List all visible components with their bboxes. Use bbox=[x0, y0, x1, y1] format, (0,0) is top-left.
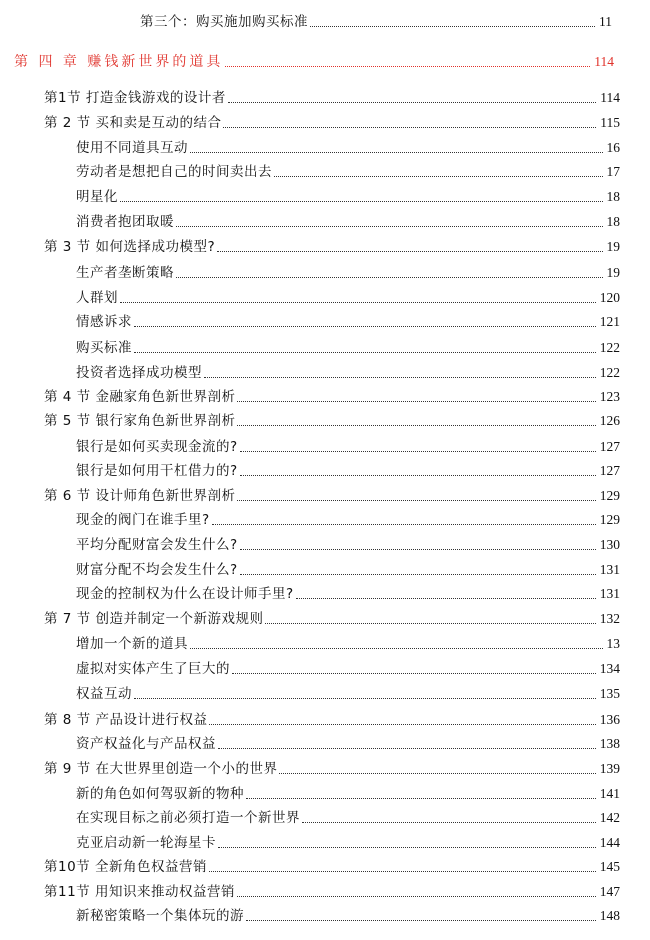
leader-dots bbox=[190, 152, 603, 153]
toc-page-number: 11 bbox=[599, 14, 612, 29]
leader-dots bbox=[190, 648, 603, 649]
toc-subsection[interactable] bbox=[76, 138, 620, 158]
toc-subsection[interactable] bbox=[76, 187, 620, 207]
subsection-page-number: 144 bbox=[599, 835, 620, 850]
subsection-title: 资产权益化与产品权益 bbox=[76, 736, 216, 752]
toc-subsection[interactable] bbox=[76, 734, 620, 754]
section-page-number: 19 bbox=[606, 239, 620, 254]
subsection-title: 银行是如何买卖现金流的? bbox=[76, 439, 238, 455]
subsection-title: 银行是如何用干杠借力的? bbox=[76, 463, 238, 479]
subsection-page-number: 18 bbox=[606, 189, 620, 204]
subsection-page-number: 127 bbox=[599, 463, 620, 478]
section-page-number: 123 bbox=[599, 389, 620, 404]
section-page-number: 114 bbox=[600, 90, 620, 105]
subsection-page-number: 129 bbox=[599, 512, 620, 527]
toc-subsection[interactable] bbox=[76, 584, 620, 604]
subsection-title: 人群划 bbox=[76, 290, 118, 306]
toc-subsection[interactable] bbox=[76, 162, 620, 182]
toc-subsection[interactable] bbox=[76, 338, 620, 358]
subsection-page-number: 122 bbox=[599, 340, 620, 355]
toc-subsection[interactable] bbox=[76, 363, 620, 383]
toc-subsection[interactable] bbox=[76, 684, 620, 704]
leader-dots bbox=[212, 524, 596, 525]
toc-subsection[interactable] bbox=[76, 510, 620, 530]
section-page-number: 132 bbox=[599, 611, 620, 626]
leader-dots bbox=[225, 66, 590, 67]
toc-subsection[interactable] bbox=[76, 833, 620, 853]
subsection-title: 权益互动 bbox=[76, 686, 132, 702]
leader-dots bbox=[120, 201, 603, 202]
subsection-title: 平均分配财富会发生什么? bbox=[76, 537, 238, 553]
section-title: 第 4 节 金融家角色新世界剖析 bbox=[44, 389, 236, 405]
toc-section[interactable] bbox=[44, 759, 620, 779]
toc-subsection[interactable] bbox=[76, 659, 620, 679]
subsection-page-number: 130 bbox=[599, 537, 620, 552]
subsection-page-number: 13 bbox=[606, 636, 620, 651]
leader-dots bbox=[274, 176, 603, 177]
section-title: 第 9 节 在大世界里创造一个小的世界 bbox=[44, 761, 278, 777]
section-title: 第 6 节 设计师角色新世界剖析 bbox=[44, 488, 236, 504]
subsection-title: 财富分配不均会发生什么? bbox=[76, 562, 238, 578]
section-page-number: 145 bbox=[599, 859, 620, 874]
leader-dots bbox=[176, 277, 603, 278]
leader-dots bbox=[296, 598, 596, 599]
leader-dots bbox=[237, 896, 596, 897]
section-title: 第 7 节 创造并制定一个新游戏规则 bbox=[44, 611, 264, 627]
subsection-title: 生产者垄断策略 bbox=[76, 265, 174, 281]
toc-section[interactable] bbox=[44, 609, 620, 629]
subsection-page-number: 19 bbox=[606, 265, 620, 280]
subsection-title: 新的角色如何驾驭新的物种 bbox=[76, 786, 244, 802]
toc-entry-top[interactable] bbox=[140, 12, 612, 32]
leader-dots bbox=[134, 698, 596, 699]
subsection-page-number: 135 bbox=[599, 686, 620, 701]
subsection-page-number: 134 bbox=[599, 661, 620, 676]
toc-subsection[interactable] bbox=[76, 634, 620, 654]
toc-subsection[interactable] bbox=[76, 212, 620, 232]
section-page-number: 139 bbox=[599, 761, 620, 776]
leader-dots bbox=[217, 251, 602, 252]
leader-dots bbox=[246, 798, 596, 799]
subsection-page-number: 141 bbox=[599, 786, 620, 801]
leader-dots bbox=[134, 326, 596, 327]
leader-dots bbox=[237, 425, 595, 426]
leader-dots bbox=[310, 26, 595, 27]
toc-section[interactable] bbox=[44, 88, 620, 108]
subsection-title: 克亚启动新一轮海星卡 bbox=[76, 835, 216, 851]
section-title: 第11节 用知识来推动权益营销 bbox=[44, 884, 235, 900]
section-page-number: 136 bbox=[599, 712, 620, 727]
toc-chapter-heading[interactable] bbox=[14, 52, 614, 72]
toc-subsection[interactable] bbox=[76, 560, 620, 580]
subsection-page-number: 127 bbox=[599, 439, 620, 454]
leader-dots bbox=[204, 377, 596, 378]
toc-section[interactable] bbox=[44, 113, 620, 133]
section-page-number: 147 bbox=[599, 884, 620, 899]
section-page-number: 129 bbox=[599, 488, 620, 503]
section-page-number: 126 bbox=[599, 413, 620, 428]
chapter-title: 第 四 章 赚钱新世界的道具 bbox=[14, 54, 224, 70]
subsection-page-number: 17 bbox=[606, 164, 620, 179]
leader-dots bbox=[246, 920, 596, 921]
leader-dots bbox=[218, 847, 596, 848]
subsection-page-number: 18 bbox=[606, 214, 620, 229]
leader-dots bbox=[134, 352, 596, 353]
toc-subsection[interactable] bbox=[76, 263, 620, 283]
leader-dots bbox=[302, 822, 596, 823]
section-page-number: 115 bbox=[600, 115, 620, 130]
subsection-title: 使用不同道具互动 bbox=[76, 140, 188, 156]
leader-dots bbox=[228, 102, 596, 103]
toc-section[interactable] bbox=[44, 387, 620, 407]
subsection-title: 劳动者是想把自己的时间卖出去 bbox=[76, 164, 272, 180]
section-title: 第 3 节 如何选择成功模型? bbox=[44, 239, 216, 255]
subsection-title: 新秘密策略一个集体玩的游 bbox=[76, 908, 244, 924]
leader-dots bbox=[265, 623, 595, 624]
leader-dots bbox=[120, 302, 596, 303]
subsection-title: 明星化 bbox=[76, 189, 118, 205]
subsection-title: 现金的控制权为什么在设计师手里? bbox=[76, 586, 294, 602]
leader-dots bbox=[209, 724, 595, 725]
leader-dots bbox=[240, 475, 596, 476]
toc-subsection[interactable] bbox=[76, 288, 620, 308]
subsection-title: 投资者选择成功模型 bbox=[76, 365, 202, 381]
toc-section[interactable] bbox=[44, 411, 620, 431]
leader-dots bbox=[237, 500, 595, 501]
subsection-page-number: 122 bbox=[599, 365, 620, 380]
subsection-title: 在实现目标之前必须打造一个新世界 bbox=[76, 810, 300, 826]
subsection-title: 情感诉求 bbox=[76, 314, 132, 330]
subsection-page-number: 121 bbox=[599, 314, 620, 329]
toc-subsection[interactable] bbox=[76, 437, 620, 457]
toc-section[interactable] bbox=[44, 486, 620, 506]
section-title: 第 8 节 产品设计进行权益 bbox=[44, 712, 208, 728]
section-title: 第10节 全新角色权益营销 bbox=[44, 859, 207, 875]
toc-subsection[interactable] bbox=[76, 784, 620, 804]
leader-dots bbox=[240, 549, 596, 550]
subsection-title: 购买标准 bbox=[76, 340, 132, 356]
toc-section[interactable] bbox=[44, 857, 620, 877]
section-title: 第 5 节 银行家角色新世界剖析 bbox=[44, 413, 236, 429]
leader-dots bbox=[218, 748, 596, 749]
leader-dots bbox=[237, 401, 595, 402]
toc-section[interactable] bbox=[44, 710, 620, 730]
toc-subsection[interactable] bbox=[76, 312, 620, 332]
subsection-title: 虚拟对实体产生了巨大的 bbox=[76, 661, 230, 677]
subsection-page-number: 148 bbox=[599, 908, 620, 923]
subsection-title: 消费者抱团取暖 bbox=[76, 214, 174, 230]
leader-dots bbox=[232, 673, 596, 674]
subsection-page-number: 120 bbox=[599, 290, 620, 305]
toc-section[interactable] bbox=[44, 237, 620, 257]
leader-dots bbox=[279, 773, 595, 774]
subsection-page-number: 138 bbox=[599, 736, 620, 751]
leader-dots bbox=[240, 451, 596, 452]
subsection-title: 现金的阀门在谁手里? bbox=[76, 512, 210, 528]
section-title: 第1节 打造金钱游戏的设计者 bbox=[44, 90, 226, 106]
subsection-page-number: 131 bbox=[599, 562, 620, 577]
toc-section[interactable] bbox=[44, 882, 620, 902]
subsection-page-number: 142 bbox=[599, 810, 620, 825]
toc-subsection[interactable] bbox=[76, 906, 620, 926]
subsection-page-number: 16 bbox=[606, 140, 620, 155]
toc-subsection[interactable] bbox=[76, 461, 620, 481]
section-title: 第 2 节 买和卖是互动的结合 bbox=[44, 115, 222, 131]
toc-subsection[interactable] bbox=[76, 808, 620, 828]
leader-dots bbox=[240, 574, 596, 575]
leader-dots bbox=[209, 871, 596, 872]
chapter-page-number: 114 bbox=[594, 54, 614, 69]
leader-dots bbox=[176, 226, 603, 227]
leader-dots bbox=[223, 127, 596, 128]
subsection-page-number: 131 bbox=[599, 586, 620, 601]
toc-subsection[interactable] bbox=[76, 535, 620, 555]
toc-entry-label: 第三个：购买施加购买标准 bbox=[140, 14, 308, 30]
subsection-title: 增加一个新的道具 bbox=[76, 636, 188, 652]
